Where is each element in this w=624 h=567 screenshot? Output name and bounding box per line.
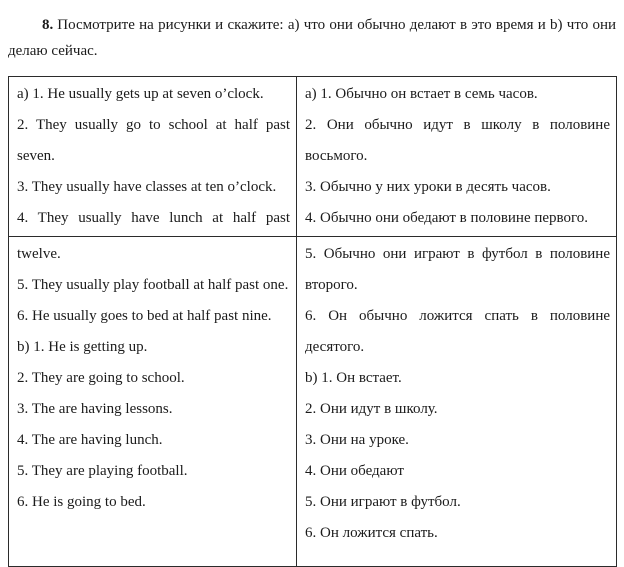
sentence: 6. He is going to bed. [17, 494, 146, 510]
sentence: 6. Он ложится спать. [305, 525, 438, 541]
sentence: 3. Они на уроке. [305, 432, 409, 448]
sentence: 5. Обычно они играют в футбол в половине второго. [305, 246, 610, 293]
sentence: 3. Обычно у них уроки в десять часов. [305, 179, 551, 195]
exercise-heading-text: Посмотрите на рисунки и скажите: а) что они обычно делают в это время и b) что они делаю сейчас. [8, 17, 616, 59]
sentence: 2. Они обычно идут в школу в половине восьмого. [305, 117, 610, 164]
cell-english-bottom [9, 237, 297, 567]
sentence: a) 1. He usually gets up at seven o’clock. [17, 86, 264, 102]
sentence: twelve. [17, 246, 61, 262]
sentence: 2. Они идут в школу. [305, 401, 438, 417]
exercise-table [8, 76, 617, 567]
sentence: 3. The are having lessons. [17, 401, 173, 417]
table-row-bottom [9, 237, 617, 567]
sentence: b) 1. He is getting up. [17, 339, 148, 355]
cell-english-top [9, 77, 297, 237]
sentence: 2. They usually go to school at half past seven. [17, 117, 290, 164]
cell-russian-top [297, 77, 617, 237]
cell-russian-bottom [297, 237, 617, 567]
exercise-heading [8, 12, 616, 64]
sentence: 4. Они обедают [305, 463, 404, 479]
sentence: 5. Они играют в футбол. [305, 494, 461, 510]
sentence: 5. They usually play football at half past one. [17, 277, 289, 293]
table-row-top [9, 77, 617, 237]
sentence: a) 1. Обычно он встает в семь часов. [305, 86, 538, 102]
sentence: 4. The are having lunch. [17, 432, 163, 448]
exercise-number: 8. [42, 17, 54, 33]
sentence: 6. Он обычно ложится спать в половине десятого. [305, 308, 610, 355]
sentence: 6. He usually goes to bed at half past nine. [17, 308, 272, 324]
sentence: 4. They usually have lunch at half past [17, 210, 290, 226]
sentence: b) 1. Он встает. [305, 370, 402, 386]
sentence: 3. They usually have classes at ten o’clock. [17, 179, 277, 195]
sentence: 2. They are going to school. [17, 370, 185, 386]
sentence: 5. They are playing football. [17, 463, 188, 479]
sentence: 4. Обычно они обедают в половине первого. [305, 210, 589, 226]
